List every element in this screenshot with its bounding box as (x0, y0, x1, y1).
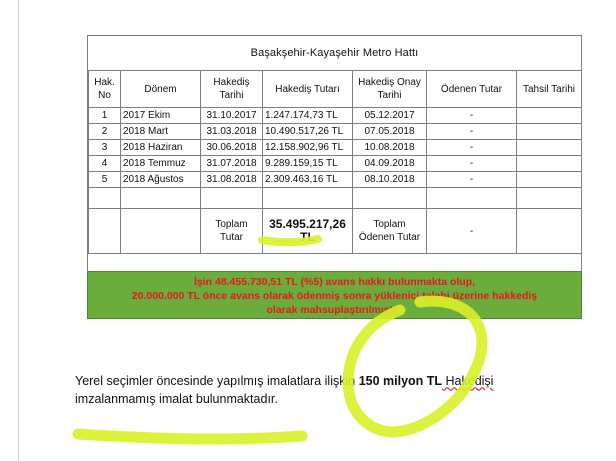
cell-paid: - (427, 172, 517, 188)
table-row (89, 108, 582, 124)
table-row-empty (89, 188, 582, 209)
cell-period: 2018 Haziran (121, 140, 201, 156)
cell-paid: - (427, 108, 517, 124)
col-header-period: Dönem (121, 71, 201, 108)
advance-notice-banner (87, 271, 582, 319)
table-row (89, 124, 582, 140)
cell-collection-date (517, 108, 582, 124)
highlighter-circle (348, 301, 482, 432)
col-header-collection-date: Tahsil Tarihi (517, 71, 582, 108)
cell-period: 2018 Temmuz (121, 156, 201, 172)
cell-collection-date (517, 156, 582, 172)
cell-paid: - (427, 156, 517, 172)
cell-no: 3 (89, 140, 121, 156)
cell-amount: 1.247.174,73 TL (263, 108, 353, 124)
cell-amount: 12.158.902,96 TL (263, 140, 353, 156)
cell-approval-date: 08.10.2018 (353, 172, 427, 188)
cell-date: 30.06.2018 (201, 140, 263, 156)
body-text-part2: Hakedişi (442, 374, 494, 388)
table-header-row (89, 71, 582, 108)
cell-approval-date: 07.05.2018 (353, 124, 427, 140)
cell-amount: 9.289.159,15 TL (263, 156, 353, 172)
banner-line-1: İşin 48.455.730,51 TL (%5) avans hakkı bulunmakta olup, (193, 276, 476, 288)
table-title: Başakşehir-Kayaşehir Metro Hattı (250, 47, 419, 59)
cell-period: 2018 Mart (121, 124, 201, 140)
cell-no: 1 (89, 108, 121, 124)
cell-period: 2017 Ekim (121, 108, 201, 124)
col-header-date: Hakediş Tarihi (201, 71, 263, 108)
body-paragraph (75, 372, 555, 408)
cell-collection-date (517, 124, 582, 140)
cell-date: 31.08.2018 (201, 172, 263, 188)
banner-line-2: 20.000.000 TL önce avans olarak ödenmiş sonra yüklenici talebi üzerine hakkediş (131, 290, 538, 302)
col-header-no: Hak. No (89, 71, 121, 108)
cell-date: 31.03.2018 (201, 124, 263, 140)
total-paid-value: - (427, 209, 517, 254)
table-row (89, 156, 582, 172)
body-text-line2: imzalanmamış imalat bulunmaktadır. (75, 392, 278, 406)
col-header-amount: Hakediş Tutarı (263, 71, 353, 108)
table-total-row (89, 209, 582, 254)
cell-date: 31.10.2017 (201, 108, 263, 124)
cell-paid: - (427, 140, 517, 156)
cell-no: 2 (89, 124, 121, 140)
cell-approval-date: 04.09.2018 (353, 156, 427, 172)
body-text-part1: Yerel seçimler öncesinde yapılmış imalatlara ilişkin (75, 374, 359, 388)
cell-no: 4 (89, 156, 121, 172)
cell-date: 31.07.2018 (201, 156, 263, 172)
cell-collection-date (517, 140, 582, 156)
cell-collection-date (517, 172, 582, 188)
total-paid-label: Toplam Ödenen Tutar (353, 209, 427, 254)
progress-payment-table-frame (87, 35, 582, 273)
cell-period: 2018 Ağustos (121, 172, 201, 188)
highlighter-underline-bottom (78, 434, 302, 439)
col-header-approval-date: Hakediş Onay Tarihi (353, 71, 427, 108)
body-bold-amount: 150 milyon TL (358, 374, 443, 388)
total-amount: 35.495.217,26 TL (263, 209, 353, 254)
cell-amount: 2.309.463,16 TL (263, 172, 353, 188)
table-row (89, 140, 582, 156)
cell-paid: - (427, 124, 517, 140)
table-row (89, 172, 582, 188)
cell-no: 5 (89, 172, 121, 188)
cell-approval-date: 10.08.2018 (353, 140, 427, 156)
progress-payment-table (88, 70, 582, 254)
cell-approval-date: 05.12.2017 (353, 108, 427, 124)
banner-line-3: olarak mahsuplaştırılmıştır. (266, 304, 403, 316)
cell-amount: 10.490.517,26 TL (263, 124, 353, 140)
total-label: Toplam Tutar (201, 209, 263, 254)
page-edge-line (18, 0, 19, 461)
col-header-paid: Ödenen Tutar (427, 71, 517, 108)
